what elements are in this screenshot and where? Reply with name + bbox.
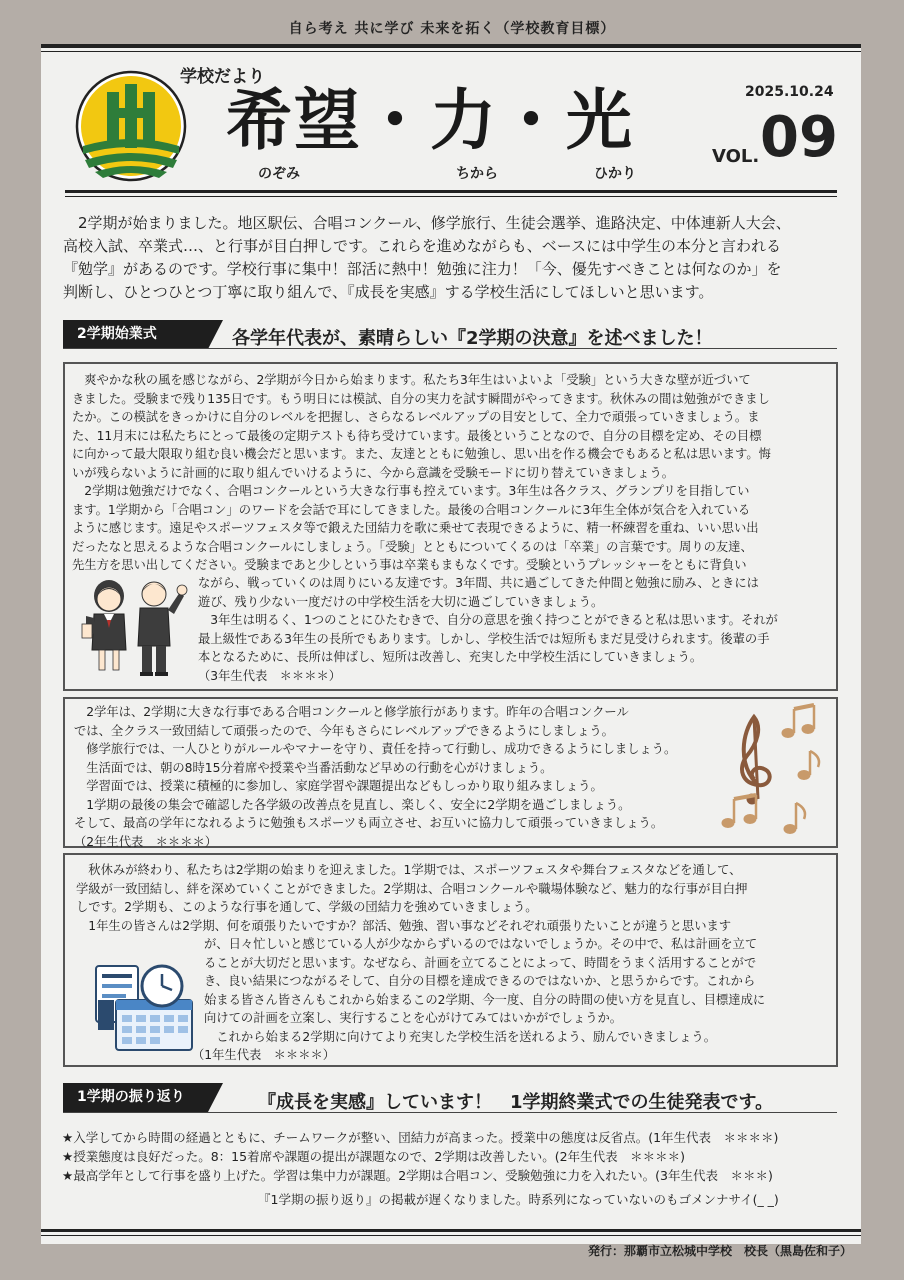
text-line: 1学期の最後の集会で確認した各学級の改善点を見直し、楽しく、安全に2学期を過ごしましょう。 bbox=[74, 797, 631, 812]
list-item: ★最高学年として行事を盛り上げた。学習は集中力が課題。2学期は合唱コン、受験勉強に力を入れたい。(3年生代表 ＊＊＊) bbox=[62, 1168, 773, 1183]
text-line: ます。1学期から「合唱コン」のワードを会話で耳にしてきました。最後の合唱コンクールに3年生全体が気合を入れている bbox=[72, 502, 751, 517]
grade1-signature: （1年生代表 ＊＊＊＊） bbox=[192, 1048, 336, 1062]
list-item: ★入学してから時間の経過とともに、チームワークが整い、団結力が高まった。授業中の態度は反省点。(1年生代表 ＊＊＊＊) bbox=[62, 1130, 779, 1145]
bottom-rule-thin bbox=[41, 1235, 861, 1236]
text-line: （2年生代表 ＊＊＊＊） bbox=[74, 834, 218, 849]
text-line: た、11月末には私たちにとって最後の定期テストも待ち受けています。最後ということなので、自分の目標を定め、その目標 bbox=[72, 428, 762, 443]
section1-heading: 各学年代表が、素晴らしい『2学期の決意』を述べました！ bbox=[232, 328, 713, 349]
calendar-clock-illustration bbox=[92, 960, 196, 1054]
intro-line: 『勉学』があるのです。学校行事に集中！部活に熱中！勉強に注力！「今、優先すべきことは何なのか」を bbox=[63, 260, 782, 278]
text-line: （3年生代表 ＊＊＊＊） bbox=[198, 668, 342, 683]
bottom-rule bbox=[41, 1229, 861, 1232]
text-line: だったなと思えるような合唱コンクールにしましょう。「受験」とともについてくるのは「卒業」の言葉です。周りの友達、 bbox=[72, 539, 753, 554]
grade3-text-full bbox=[72, 371, 832, 575]
title-part: ・ bbox=[362, 82, 430, 159]
text-line: 修学旅行では、一人ひとりがルールやマナーを守り、責任を持って行動し、成功できるようにしましょう。 bbox=[74, 742, 677, 756]
intro-line: 2学期が始まりました。地区駅伝、合唱コンクール、修学旅行、生徒会選挙、進路決定、中体連新人大会、 bbox=[63, 214, 791, 232]
text-line: いが残らないように計画的に取り組んでいけるように、今から意識を受験モードに切り替えていきましょう。 bbox=[72, 465, 675, 480]
text-line: これから始まる2学期に向けてより充実した学校生活を送れるよう、励んでいきましょう。 bbox=[204, 1029, 716, 1044]
title-part: 光 bbox=[566, 82, 634, 159]
section2-heading: 『成長を実感』しています！ 1学期終業式での生徒発表です。 bbox=[258, 1092, 774, 1113]
text-line: 爽やかな秋の風を感じながら、2学期が今日から始まります。私たち3年生はいよいよ「受験」という大きな壁が近づいて bbox=[72, 373, 751, 387]
text-line: では、全クラス一致団結して頑張ったので、今年もさらにレベルアップできるようにしましょう。 bbox=[74, 723, 614, 738]
text-line: ながら、戦っていくのは周りにいる友達です。3年間、共に過ごしてきた仲間と勉強に励み、ときには bbox=[198, 576, 759, 590]
text-line: 学習面では、授業に積極的に参加し、家庭学習や課題提出などもしっかり取り組みましょう。 bbox=[74, 779, 603, 793]
text-line: が、日々忙しいと感じている人が少なからずいるのではないでしょうか。その中で、私は計画を立て bbox=[204, 937, 758, 951]
reflection-list bbox=[62, 1128, 852, 1185]
top-rule-thin bbox=[41, 51, 861, 52]
text-line: 先生方を思い出してください。受験まであと少しという事は卒業もまもなくです。受験というプレッシャーをともに背負い bbox=[72, 558, 747, 572]
school-logo bbox=[75, 70, 187, 182]
text-line: 2学年は、2学期に大きな行事である合唱コンクールと修学旅行があります。昨年の合唱コンクール bbox=[74, 705, 629, 719]
vol-number: 09 bbox=[760, 105, 838, 170]
ruby-hikari: ひかり bbox=[594, 166, 636, 182]
text-line: そして、最高の学年になれるように勉強もスポーツも両立させ、お互いに協力して頑張っていきましょう。 bbox=[74, 816, 664, 830]
newsletter-title bbox=[226, 82, 634, 159]
grade3-text-indent bbox=[198, 574, 832, 685]
ruby-nozomi: のぞみ bbox=[258, 166, 300, 182]
text-line: ように感じます。遠足やスポーツフェスタ等で鍛えた団結力を歌に乗せて表現できるように、精一杯練習を重ね、いい思い出 bbox=[72, 521, 759, 535]
section1-label: 2学期始業式 bbox=[77, 326, 157, 342]
title-part: 希望 bbox=[226, 82, 362, 159]
text-line: き、良い結果につながるそして、自分の目標を達成できるのではないか、と思うからです。これから bbox=[204, 974, 756, 988]
text-line: に向かって最大限取り組む良い機会だと思います。また、友達とともに勉強し、思い出を作る機会でもあると私は思います。悔 bbox=[72, 447, 771, 461]
text-line: しです。2学期も、このような行事を通して、学級の団結力を強めていきましょう。 bbox=[76, 900, 538, 914]
issue-date: 2025.10.24 bbox=[745, 84, 834, 100]
text-line: 学級が一致団結し、絆を深めていくことができました。2学期は、合唱コンクールや職場体験など、魅力的な行事が目白押 bbox=[76, 881, 748, 896]
grade1-text-indent bbox=[204, 935, 834, 1046]
text-line: 始まる皆さん皆さんもこれから始まるこの2学期、今一度、自分の時間の使い方を見直し、目標達成に bbox=[204, 992, 766, 1007]
intro-line: 高校入試、卒業式…、と行事が目白押しです。これらを進めながらも、ベースには中学生の本分と言われる bbox=[63, 237, 782, 255]
intro-text bbox=[63, 212, 843, 304]
grade1-text-full bbox=[76, 861, 836, 935]
title-part: ・ bbox=[498, 82, 566, 159]
school-motto: 自ら考え 共に学び 未来を拓く（学校教育目標） bbox=[288, 21, 616, 37]
text-line: 最上級性である3年生の長所でもあります。しかし、学校生活では短所もまだ見受けられます。後輩の手 bbox=[198, 631, 770, 646]
text-line: 秋休みが終わり、私たちは2学期の始まりを迎えました。1学期では、スポーツフェスタや舞台フェスタなどを通して、 bbox=[76, 863, 742, 877]
text-line: 遊び、残り少ない一度だけの中学校生活を大切に過ごしていきましょう。 bbox=[198, 594, 604, 609]
apology-note: 『1学期の振り返り』の掲載が遅くなりました。時系列になっていないのもゴメンナサイ(_ _) bbox=[258, 1192, 779, 1207]
grade2-text bbox=[74, 703, 734, 851]
text-line: 生活面では、朝の8時15分着席や授業や当番活動など早めの行動を心がけましょう。 bbox=[74, 760, 553, 775]
header-rule-thin bbox=[65, 196, 837, 197]
list-item: ★授業態度は良好だった。8：15着席や課題の提出が課題なので、2学期は改善したい。(2年生代表 ＊＊＊＊) bbox=[62, 1149, 685, 1164]
text-line: ることが大切だと思います。なぜなら、計画を立てることによって、時間をうまく活用することがで bbox=[204, 955, 757, 970]
text-line: 本となるために、長所は伸ばし、短所は改善し、充実した中学校生活にしていきましょう。 bbox=[198, 650, 703, 664]
newsletter-kicker: 学校だより bbox=[180, 67, 265, 87]
students-illustration bbox=[76, 572, 188, 678]
text-line: たか。この模試をきっかけに自分のレベルを把握し、さらなるレベルアップの目安として、全力で頑張っていきましょう。ま bbox=[72, 410, 760, 424]
text-line: 3年生は明るく、1つのことにひたむきで、自分の意思を強く持つことができると私は思います。それが bbox=[198, 613, 778, 627]
vol-label: VOL. bbox=[712, 146, 760, 167]
intro-line: 判断し、ひとつひとつ丁寧に取り組んで、『成長を実感』する学校生活にしてほしいと思います。 bbox=[63, 283, 714, 301]
text-line: 1年生の皆さんは2学期、何を頑張りたいですか？部活、勉強、習い事などそれぞれ頑張りたいことが違うと思います bbox=[76, 918, 732, 933]
header-rule bbox=[65, 190, 837, 193]
text-line: 2学期は勉強だけでなく、合唱コンクールという大きな行事も控えています。3年生は各クラス、グランプリを目指してい bbox=[72, 484, 750, 498]
text-line: きました。受験まで残り135日です。もう明日には模試、自分の実力を試す瞬間がやってきます。秋休みの間は勉強ができまし bbox=[72, 391, 770, 406]
ruby-chikara: ちから bbox=[456, 166, 498, 182]
title-part: 力 bbox=[430, 82, 498, 159]
music-notes-illustration bbox=[718, 703, 830, 843]
text-line: 向けての計画を立案し、実行することを心がけてみてはいかがでしょうか。 bbox=[204, 1011, 623, 1025]
publisher-line: 発行：那覇市立松城中学校 校長（黒島佐和子） bbox=[587, 1244, 852, 1258]
section2-label: 1学期の振り返り bbox=[77, 1089, 185, 1105]
top-rule bbox=[41, 44, 861, 48]
